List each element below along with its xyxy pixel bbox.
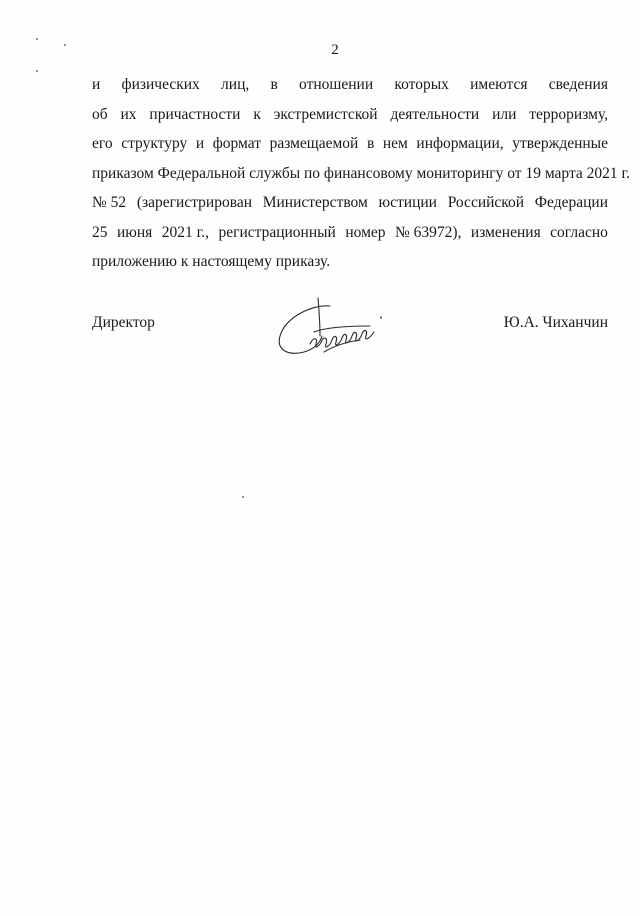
word: экстремистской (273, 105, 378, 123)
word: размещаемой (269, 135, 359, 152)
word: 2021 г., (161, 223, 209, 241)
word: или (492, 105, 517, 123)
word: Российской (447, 194, 525, 211)
word: терроризму, (529, 105, 608, 123)
signer-name: Ю.А. Чиханчин (503, 314, 608, 331)
word: июня (116, 223, 153, 241)
word: структуру (121, 135, 188, 152)
word: его (92, 135, 113, 152)
word: их (120, 105, 137, 123)
word: изменения (470, 223, 541, 241)
word: Министерством (262, 194, 368, 211)
word: в (366, 135, 375, 152)
word: приложению к настоящему приказу. (92, 253, 331, 270)
text-line-2 (92, 100, 608, 130)
word: сведения (548, 76, 608, 93)
word: физических (121, 76, 200, 93)
word: Федерации (534, 194, 608, 211)
scan-speck (380, 316, 382, 319)
text-line-7 (92, 247, 608, 277)
word: и (92, 76, 101, 93)
word: причастности (149, 105, 241, 123)
word: лиц, (221, 76, 250, 93)
word: 25 (92, 223, 108, 241)
page-number: 2 (331, 42, 339, 58)
body-paragraph (92, 70, 631, 277)
position-label: Директор (92, 314, 155, 331)
word: информации, (416, 135, 504, 152)
word: юстиции (378, 194, 437, 211)
word: согласно (550, 223, 608, 241)
word: к (253, 105, 261, 123)
word: имеются (470, 76, 528, 93)
word: нем (382, 135, 408, 152)
text-line-6 (92, 218, 608, 248)
word: № 63972), (395, 223, 462, 241)
word: деятельности (390, 105, 480, 123)
word: утвержденные (512, 135, 608, 152)
signature-block (92, 308, 608, 368)
word: регистрационный (218, 223, 336, 241)
scan-speck (242, 496, 244, 498)
scan-speck (36, 38, 38, 40)
word: отношении (299, 76, 374, 93)
word: в (270, 76, 278, 93)
word: приказом Федеральной службы по финансовому мониторингу от 19 марта 2021 г. (92, 164, 631, 182)
text-line-1 (92, 70, 608, 100)
handwritten-signature-icon (274, 296, 394, 368)
word: (зарегистрирован (136, 194, 253, 211)
text-line-4 (92, 159, 631, 189)
text-line-5 (92, 188, 608, 218)
scan-speck (36, 70, 38, 72)
word: номер (345, 223, 386, 241)
text-line-3 (92, 129, 608, 159)
word: которых (394, 76, 449, 93)
word: об (92, 105, 108, 123)
word: формат (212, 135, 261, 152)
word: № 52 (92, 194, 127, 211)
scan-speck (64, 44, 66, 46)
word: и (195, 135, 205, 152)
